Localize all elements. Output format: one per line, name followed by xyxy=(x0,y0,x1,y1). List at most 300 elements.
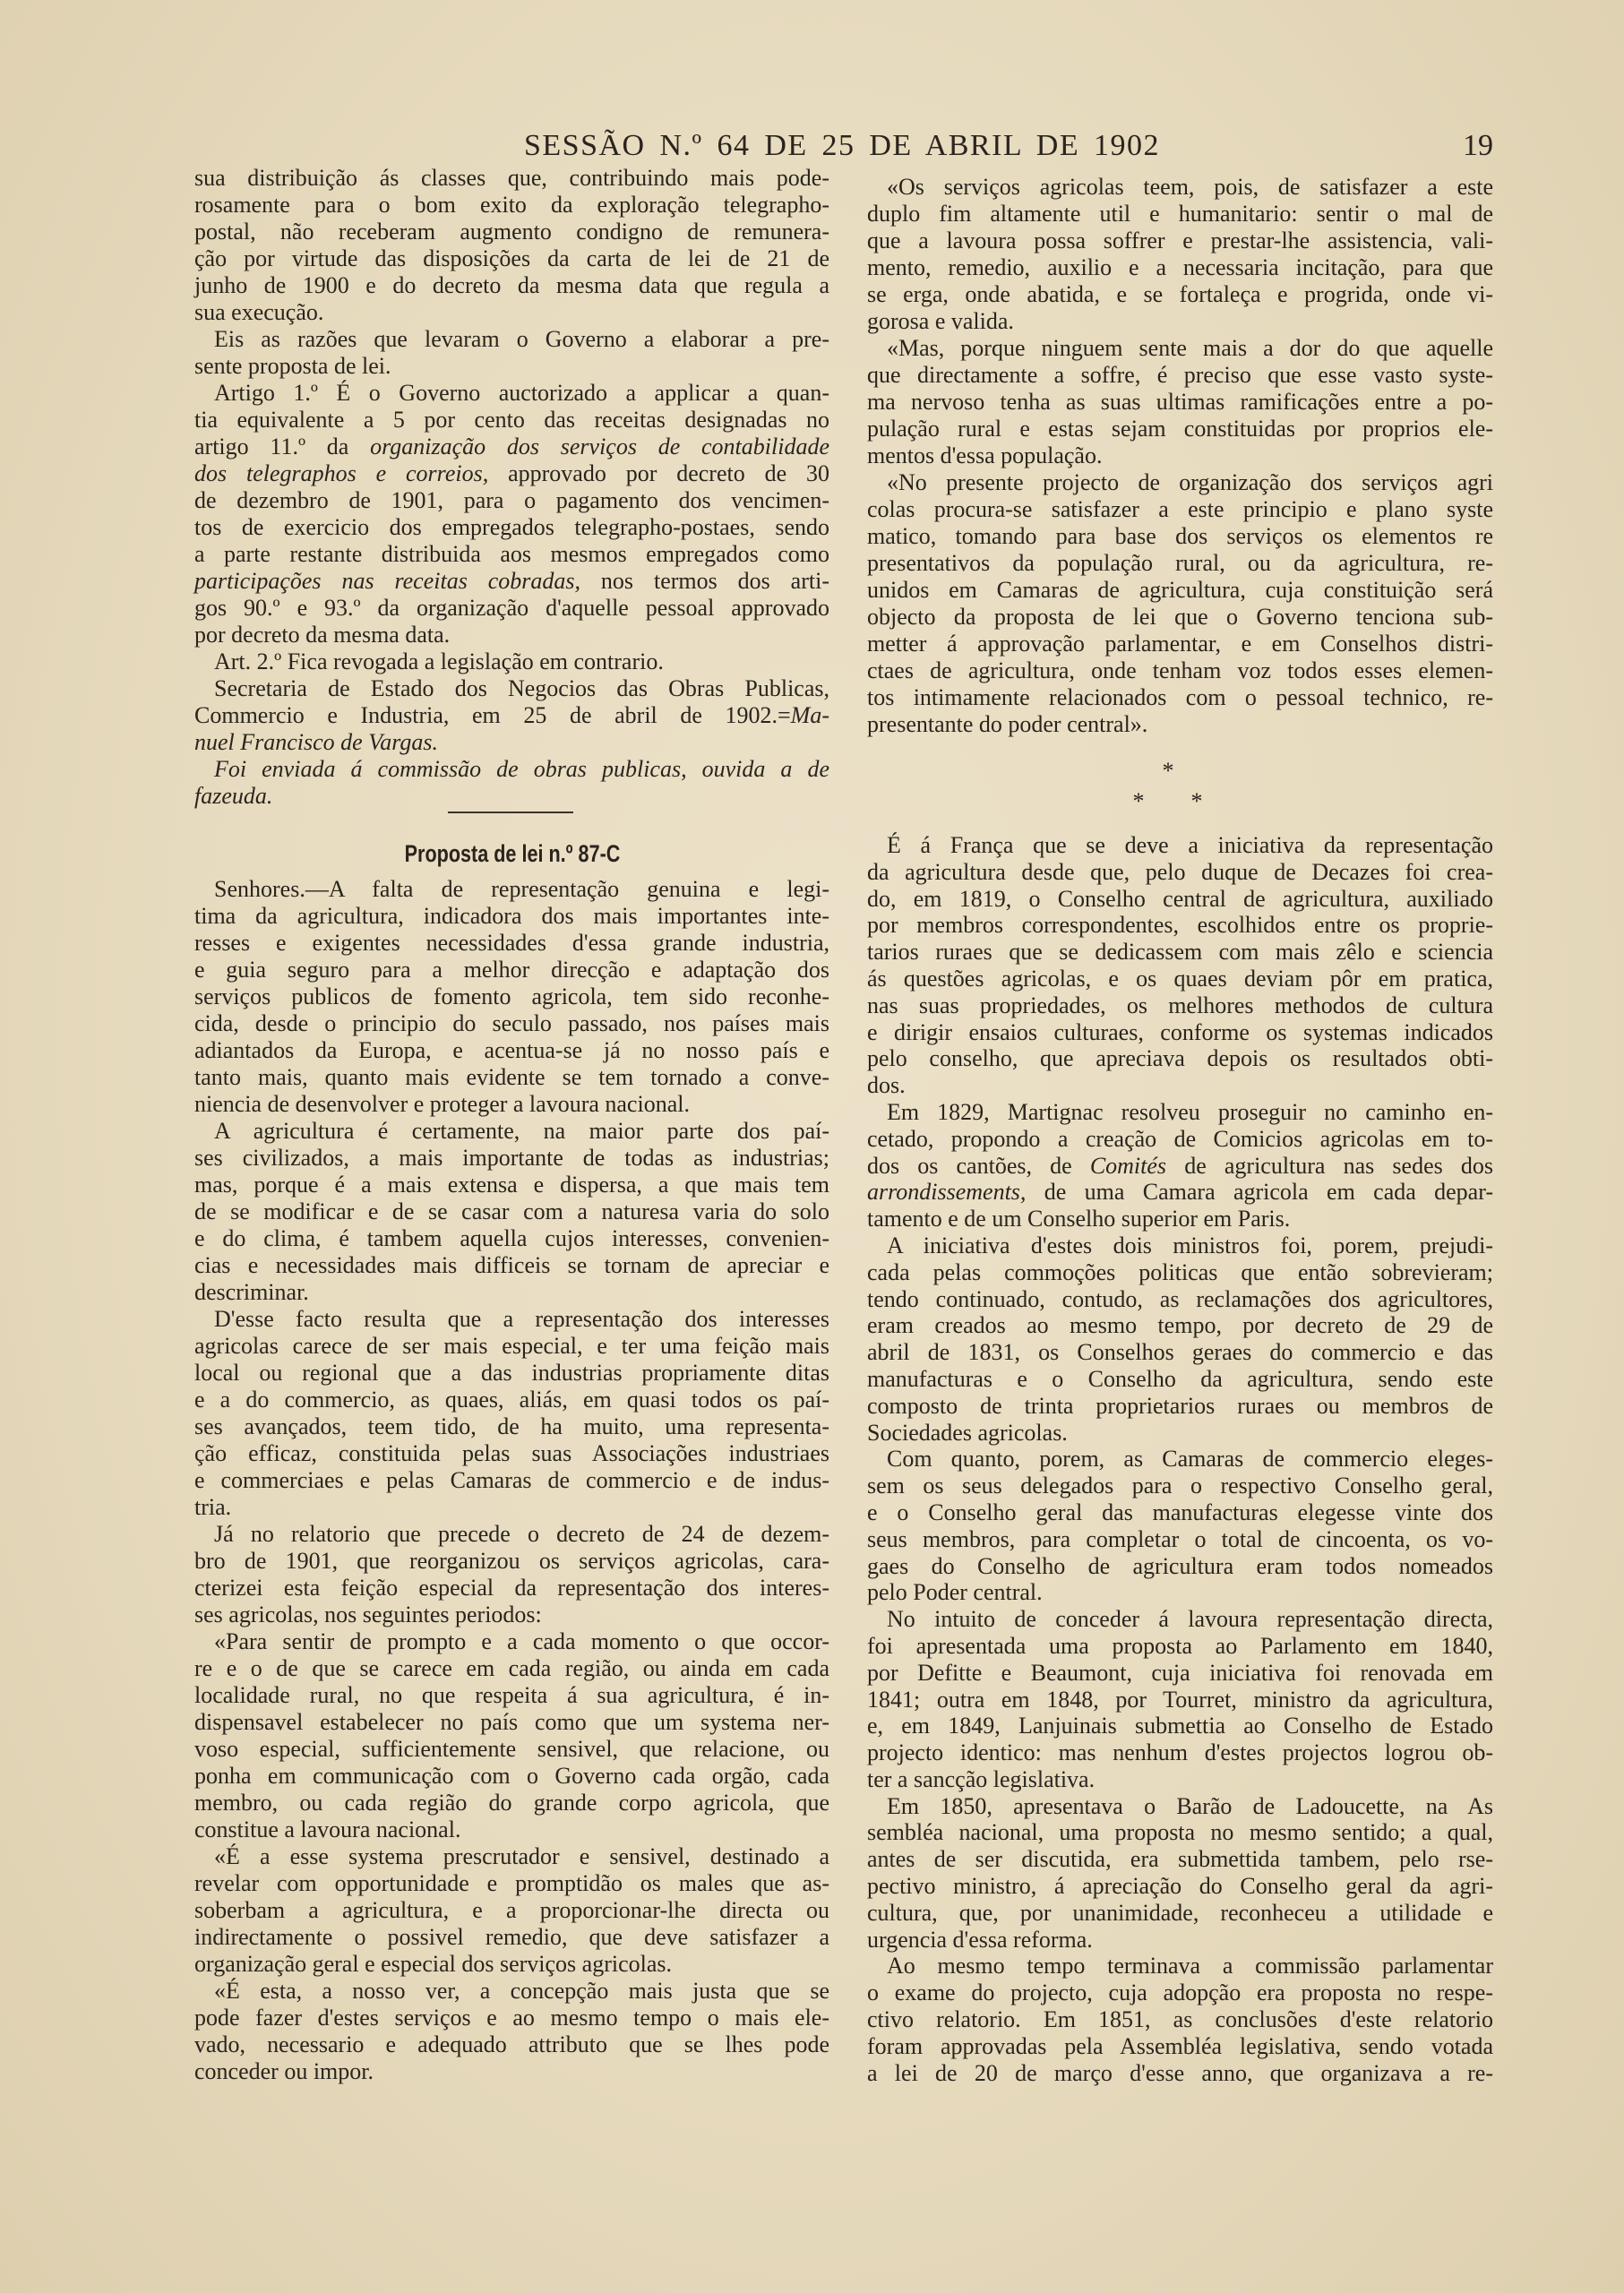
text: ção por virtude das disposições da carta de lei de 21 de xyxy=(194,245,829,271)
paragraph xyxy=(194,1843,829,1978)
paragraph xyxy=(194,326,829,380)
text-line xyxy=(194,487,829,514)
text: postal, não receberam augmento condigno de remunera- xyxy=(194,219,829,245)
text: tendo continuado, contudo, as reclamações dos agricultores, xyxy=(867,1285,1493,1312)
text: tarios ruraes que se dedicassem com mais zêlo e sciencia xyxy=(867,939,1493,966)
text-line xyxy=(194,460,829,487)
paragraph xyxy=(194,756,829,810)
paragraph xyxy=(194,1306,829,1521)
paragraph xyxy=(867,1953,1493,2086)
left-column-bottom-text xyxy=(194,876,829,2085)
text-line xyxy=(867,550,1493,577)
text-line xyxy=(194,957,829,983)
text: Com quanto, porem, as Camaras de commercio eleges- xyxy=(887,1446,1493,1473)
text-line xyxy=(194,1010,829,1037)
text-line xyxy=(867,886,1493,913)
paragraph xyxy=(194,675,829,756)
text: do, em 1819, o Conselho central de agricultura, auxiliado xyxy=(867,885,1493,912)
text: resses e exigentes necessidades d'essa grande industria, xyxy=(194,930,829,956)
text: gorosa e valida. xyxy=(867,308,1014,334)
text-line xyxy=(194,1951,829,1978)
asterisk: * xyxy=(1132,788,1145,814)
text-line xyxy=(194,1602,829,1628)
paragraph xyxy=(194,648,829,675)
text-line xyxy=(194,783,829,810)
text: Ao mesmo tempo terminava a commissão parlamentar xyxy=(887,1953,1493,1980)
text-line xyxy=(867,523,1493,550)
text: por decreto da mesma data. xyxy=(194,622,451,648)
text-line xyxy=(867,631,1493,657)
text: a parte restante distribuida aos mesmos empregados como xyxy=(194,541,829,567)
text-line xyxy=(194,1709,829,1736)
text-line xyxy=(194,1736,829,1763)
text: que directamente a soffre, é preciso que esse vasto syste- xyxy=(867,362,1493,388)
text-line xyxy=(194,1897,829,1924)
text: ctaes de agricultura, onde tenham voz todos esses elemen- xyxy=(867,657,1493,683)
text-line xyxy=(194,675,829,702)
text: «É a esse systema prescrutador e sensivel, destinado a xyxy=(214,1843,829,1869)
paragraph xyxy=(867,832,1493,1099)
text-line xyxy=(867,966,1493,992)
paragraph xyxy=(194,1521,829,1628)
text-line xyxy=(867,1793,1493,1820)
text: por membros correspondentes, escolhidos entre os proprie- xyxy=(867,912,1493,939)
text: nos termos dos arti- xyxy=(580,568,829,594)
text-line xyxy=(867,1259,1493,1286)
text-line xyxy=(194,876,829,903)
text-line xyxy=(194,2031,829,2058)
text-line xyxy=(194,1843,829,1870)
text: tos de exercicio dos empregados telegrapho-postaes, sendo xyxy=(194,514,829,540)
text-line xyxy=(867,1980,1493,2006)
text-line xyxy=(867,1072,1493,1099)
text: de agricultura nas sedes dos xyxy=(1166,1152,1493,1179)
text-line xyxy=(194,1252,829,1279)
text: re e o de que se carece em cada região, ou ainda em cada xyxy=(194,1655,829,1681)
text: nas suas propriedades, os melhores methodos de cultura xyxy=(867,992,1493,1018)
text: approvado por decreto de 30 xyxy=(488,460,829,486)
text: soberbam a agricultura, e a proporcionar-lhe directa ou xyxy=(194,1897,829,1923)
text: ses avançados, teem tido, de ha muito, uma representa- xyxy=(194,1413,829,1439)
text: adiantados da Europa, e acentua-se já no nosso país e xyxy=(194,1037,829,1063)
text: cterizei esta feição especial da representação dos interes- xyxy=(194,1575,829,1601)
text: tos intimamente relacionados com o pessoal technico, re- xyxy=(867,684,1493,710)
text: sembléa nacional, uma proposta no mesmo sentido; a qual, xyxy=(867,1819,1493,1846)
text-line xyxy=(867,577,1493,604)
section-divider-rule xyxy=(448,812,573,813)
text-line xyxy=(194,1037,829,1064)
text-line xyxy=(867,832,1493,859)
text: e commerciaes e pelas Camaras de commercio e de indus- xyxy=(194,1467,829,1493)
text-line xyxy=(194,192,829,219)
italic-text: organização dos serviços de contabilidade xyxy=(370,434,829,459)
text-line xyxy=(194,1387,829,1413)
text: e a do commercio, as quaes, aliás, em quasi todos os paí- xyxy=(194,1387,829,1413)
text-line xyxy=(194,1575,829,1602)
text-line xyxy=(867,2006,1493,2033)
text: Em 1850, apresentava o Barão de Ladoucette, na As xyxy=(887,1792,1493,1819)
text-line xyxy=(867,1660,1493,1687)
text: abril de 1831, os Conselhos geraes do commercio e das xyxy=(867,1339,1493,1366)
text-line xyxy=(194,272,829,299)
italic-text: dos telegraphos e correios, xyxy=(194,460,489,486)
text: junho de 1900 e do decreto da mesma data que regula a xyxy=(194,272,829,298)
text: Senhores.—A falta de representação genuina e legi- xyxy=(214,876,829,902)
text-line xyxy=(867,1739,1493,1766)
text: objecto da proposta de lei que o Governo tenciona sub- xyxy=(867,604,1493,630)
text: Commercio e Industria, em 25 de abril de 1902.= xyxy=(194,702,791,728)
text: sente proposta de lei. xyxy=(194,353,391,379)
text-line xyxy=(867,2033,1493,2060)
text-line xyxy=(867,1286,1493,1313)
text: se erga, onde abatida, e se fortaleça e progrida, onde vi- xyxy=(867,281,1493,307)
text: tia equivalente a 5 por cento das receitas designadas no xyxy=(194,407,829,433)
text-line xyxy=(194,1413,829,1440)
text-line xyxy=(194,165,829,192)
text-line xyxy=(867,1553,1493,1580)
text: Artigo 1.º É o Governo auctorizado a applicar a quan- xyxy=(214,380,829,406)
paragraph xyxy=(867,174,1493,335)
text: dos os cantões, de xyxy=(867,1152,1090,1179)
text: constitue a lavoura nacional. xyxy=(194,1816,461,1842)
text-line xyxy=(194,903,829,930)
text-line xyxy=(194,729,829,756)
paragraph xyxy=(867,469,1493,738)
text-line xyxy=(194,595,829,622)
text: niencia de desenvolver e proteger a lavoura nacional. xyxy=(194,1091,690,1117)
text-line xyxy=(194,756,829,783)
text: e, em 1849, Lanjuinais submettia ao Conselho de Estado xyxy=(867,1713,1493,1739)
text-line xyxy=(867,1579,1493,1606)
text-line xyxy=(194,1198,829,1225)
text-line xyxy=(194,1360,829,1387)
text: ctivo relatorio. Em 1851, as conclusões d'este relatorio xyxy=(867,2006,1493,2033)
paragraph xyxy=(867,1793,1493,1954)
text: ás questões agricolas, e os quaes deviam pôr em pratica, xyxy=(867,965,1493,992)
text: «No presente projecto de organização dos serviços agri xyxy=(887,469,1493,495)
text: cada pelas commoções politicas que então sobrevieram; xyxy=(867,1258,1493,1285)
text-line xyxy=(194,219,829,245)
text-line xyxy=(867,1766,1493,1793)
text: mentos d'essa população. xyxy=(867,442,1103,468)
text-line xyxy=(194,1225,829,1252)
text-line xyxy=(867,228,1493,254)
text-line xyxy=(194,702,829,729)
text: e guia seguro para a melhor direcção e adaptação dos xyxy=(194,957,829,983)
text: foi apresentada uma proposta ao Parlamento em 1840, xyxy=(867,1632,1493,1659)
text-line xyxy=(867,1045,1493,1072)
text: manufacturas e o Conselho da agricultura, sendo este xyxy=(867,1365,1493,1392)
text-line xyxy=(867,1713,1493,1739)
paragraph xyxy=(194,876,829,1118)
text-line xyxy=(194,1655,829,1682)
text-line xyxy=(194,514,829,541)
text: ponha em communicação com o Governo cada orgão, cada xyxy=(194,1763,829,1789)
text-line xyxy=(867,308,1493,335)
text: No intuito de conceder á lavoura representação directa, xyxy=(887,1606,1493,1633)
text: ção efficaz, constituida pelas suas Associações industriaes xyxy=(194,1440,829,1466)
asterisk: * xyxy=(1162,758,1174,784)
text: mento, remedio, auxilio e a necessaria incitação, para que xyxy=(867,254,1493,280)
text: «É esta, a nosso ver, a concepção mais justa que se xyxy=(214,1978,829,2004)
text-line xyxy=(867,1927,1493,1954)
text-line xyxy=(867,389,1493,416)
text: a lei de 20 de março d'esse anno, que organizava a re- xyxy=(867,2059,1493,2086)
text: projecto identico: mas nenhum d'estes projectos logrou ob- xyxy=(867,1739,1493,1766)
text-line xyxy=(867,1873,1493,1900)
text-line xyxy=(194,1763,829,1790)
text-line xyxy=(867,1232,1493,1259)
text: ses civilizados, a mais importante de todas as industrias; xyxy=(194,1145,829,1171)
text-line xyxy=(867,1953,1493,1980)
text-line xyxy=(194,326,829,353)
section-heading: Proposta de lei n.º 87-C xyxy=(404,840,621,867)
text-line xyxy=(194,622,829,648)
text-line xyxy=(867,174,1493,201)
text: descriminar. xyxy=(194,1279,309,1305)
text: artigo 11.º da xyxy=(194,434,371,459)
text-line xyxy=(867,1179,1493,1206)
text: gaes do Conselho de agricultura eram todos nomeados xyxy=(867,1552,1493,1579)
text-line xyxy=(867,1473,1493,1499)
text: de uma Camara agricola em cada depar- xyxy=(1026,1179,1493,1206)
text-line xyxy=(194,1333,829,1360)
text: A agricultura é certamente, na maior parte dos paí- xyxy=(214,1118,829,1144)
text: pectivo ministro, á apreciação do Conselho geral da agri- xyxy=(867,1873,1493,1900)
text-line xyxy=(194,1978,829,2005)
text-line xyxy=(867,604,1493,631)
text-line xyxy=(194,1816,829,1843)
text-line xyxy=(194,1924,829,1951)
text: A iniciativa d'estes dois ministros foi, porem, prejudi- xyxy=(887,1232,1493,1258)
text-line xyxy=(867,859,1493,886)
text-line xyxy=(867,1126,1493,1153)
text: Secretaria de Estado dos Negocios das Obras Publicas, xyxy=(214,675,829,701)
text: seus membros, para completar o total de cincoenta, os vo- xyxy=(867,1525,1493,1552)
left-column-top-text xyxy=(194,165,829,810)
right-column-top-text xyxy=(867,174,1493,738)
text-line xyxy=(194,1790,829,1816)
text-line xyxy=(867,1312,1493,1339)
text: rosamente para o bom exito da exploração telegrapho- xyxy=(194,192,829,218)
text: localidade rural, no que respeita á sua agricultura, é in- xyxy=(194,1682,829,1708)
italic-text: Foi enviada á commissão de obras publicas, ouvida a de xyxy=(214,756,829,782)
text-line xyxy=(194,983,829,1010)
text-line xyxy=(194,930,829,957)
text: dispensavel estabelecer no país como que um systema ner- xyxy=(194,1709,829,1735)
text: «Os serviços agricolas teem, pois, de satisfazer a este xyxy=(887,174,1493,200)
text: unidos em Camaras de agricultura, cuja constituição será xyxy=(867,577,1493,603)
text-line xyxy=(194,245,829,272)
text-line xyxy=(867,335,1493,362)
right-column-bottom-text xyxy=(867,832,1493,2086)
text: matico, tomando para base dos serviços os elementos re xyxy=(867,523,1493,549)
text-line xyxy=(194,434,829,460)
text-line xyxy=(867,1499,1493,1526)
text: pode fazer d'estes serviços e ao mesmo tempo o mais ele- xyxy=(194,2005,829,2031)
text: o exame do projecto, cuja adopção era proposta no respe- xyxy=(867,1980,1493,2006)
italic-text: nuel Francisco de Vargas. xyxy=(194,729,438,755)
text-line xyxy=(867,1393,1493,1420)
text: voso especial, sufficientemente sensivel, que relacione, ou xyxy=(194,1736,829,1762)
text: sua distribuição ás classes que, contribuindo mais pode- xyxy=(194,165,829,191)
text-line xyxy=(867,657,1493,684)
text-line xyxy=(194,1548,829,1575)
text-line xyxy=(867,281,1493,308)
text-line xyxy=(194,353,829,380)
italic-text: Comités xyxy=(1089,1152,1167,1179)
text: duplo fim altamente util e humanitario: sentir o mal de xyxy=(867,201,1493,227)
paragraph xyxy=(867,1606,1493,1793)
text-line xyxy=(867,1420,1493,1447)
text: pelo Poder central. xyxy=(867,1579,1043,1606)
text-line xyxy=(194,1091,829,1118)
text-line xyxy=(194,648,829,675)
text-line xyxy=(194,1628,829,1655)
text: membro, ou cada região do grande corpo agricola, que xyxy=(194,1790,829,1816)
text: conceder ou impor. xyxy=(194,2058,374,2084)
text-line xyxy=(867,1099,1493,1126)
text-line xyxy=(194,1172,829,1198)
text: indirectamente o possivel remedio, que deve satisfazer a xyxy=(194,1924,829,1950)
text: mas, porque é a mais extensa e dispersa, a que mais tem xyxy=(194,1172,829,1198)
text-line xyxy=(194,1494,829,1521)
text-line xyxy=(867,1819,1493,1846)
text-line xyxy=(867,201,1493,228)
text: composto de trinta proprietarios ruraes ou membros de xyxy=(867,1392,1493,1419)
text-line xyxy=(867,1526,1493,1553)
paragraph xyxy=(867,1446,1493,1606)
text: local ou regional que a das industrias propriamente ditas xyxy=(194,1360,829,1386)
text: tamento e de um Conselho superior em Paris. xyxy=(867,1206,1291,1232)
text: «Mas, porque ninguem sente mais a dor do que aquelle xyxy=(887,335,1493,361)
text-line xyxy=(867,362,1493,389)
text: sua execução. xyxy=(194,299,324,325)
text: ses agricolas, nos seguintes periodos: xyxy=(194,1602,542,1627)
text-line xyxy=(194,1682,829,1709)
text-line xyxy=(867,1366,1493,1393)
text: sem os seus delegados para o respectivo Conselho geral, xyxy=(867,1473,1493,1499)
text-line xyxy=(194,2058,829,2085)
text: D'esse facto resulta que a representação dos interesses xyxy=(214,1306,829,1332)
text: tria. xyxy=(194,1494,232,1520)
text: por Defitte e Beaumont, cuja iniciativa foi renovada em xyxy=(867,1659,1493,1686)
text-line xyxy=(194,407,829,434)
text: vado, necessario e adequado attributo que se lhes pode xyxy=(194,2031,829,2057)
page-number: 19 xyxy=(1463,129,1493,162)
paragraph xyxy=(194,1978,829,2085)
text: metter á approvação parlamentar, e em Conselhos distri- xyxy=(867,631,1493,657)
text-line xyxy=(194,541,829,568)
text: É á França que se deve a iniciativa da representação xyxy=(887,832,1493,858)
text: Art. 2.º Fica revogada a legislação em contrario. xyxy=(214,648,664,674)
text: antes de ser discutida, era submettida tambem, pelo rse- xyxy=(867,1846,1493,1873)
text: pelo conselho, que apreciava depois os resultados obti- xyxy=(867,1045,1493,1072)
text: presentativos da população rural, ou da agricultura, re- xyxy=(867,550,1493,576)
text: de dezembro de 1901, para o pagamento dos vencimen- xyxy=(194,487,829,513)
paragraph xyxy=(194,1628,829,1843)
italic-text: arrondissements, xyxy=(867,1179,1027,1206)
text-line xyxy=(867,442,1493,469)
text-line xyxy=(867,254,1493,281)
text-line xyxy=(867,1900,1493,1927)
text-line xyxy=(867,1446,1493,1473)
text-line xyxy=(867,1846,1493,1873)
text: ma nervoso tenha as suas ultimas ramificações entre a po- xyxy=(867,389,1493,415)
text-line xyxy=(867,469,1493,496)
text: tanto mais, quanto mais evidente se tem tornado a conve- xyxy=(194,1064,829,1090)
text-line xyxy=(194,299,829,326)
text: Já no relatorio que precede o decreto de 24 de dezem- xyxy=(214,1521,829,1547)
text: e o Conselho geral das manufacturas elegesse vinte dos xyxy=(867,1499,1493,1525)
text-line xyxy=(867,711,1493,738)
text-line xyxy=(194,1467,829,1494)
paragraph xyxy=(194,165,829,326)
text-line xyxy=(867,1206,1493,1232)
text-line xyxy=(867,1606,1493,1633)
text: gos 90.º e 93.º da organização d'aquelle pessoal approvado xyxy=(194,595,829,621)
text: da agricultura desde que, pelo duque de Decazes foi crea- xyxy=(867,858,1493,885)
text: cias e necessidades mais difficeis se tornam de apreciar e xyxy=(194,1252,829,1278)
text-line xyxy=(867,1633,1493,1660)
text: que a lavoura possa soffrer e prestar-lhe assistencia, vali- xyxy=(867,228,1493,253)
text: organização geral e especial dos serviços agricolas. xyxy=(194,1951,672,1977)
text: de se modificar e de se casar com a naturesa varia do solo xyxy=(194,1198,829,1224)
text: cida, desde o principio do seculo passado, nos países mais xyxy=(194,1010,829,1036)
text-line xyxy=(867,992,1493,1019)
text-line xyxy=(194,568,829,595)
text-line xyxy=(867,496,1493,523)
text: cultura, que, por unanimidade, reconheceu a utilidade e xyxy=(867,1899,1493,1926)
text: presentante do poder central». xyxy=(867,711,1148,737)
text-line xyxy=(194,2005,829,2031)
text-line xyxy=(194,1118,829,1145)
paragraph xyxy=(194,380,829,648)
text: tima da agricultura, indicadora dos mais importantes inte- xyxy=(194,903,829,929)
italic-text: participações nas receitas cobradas, xyxy=(194,568,581,594)
text-line xyxy=(194,380,829,407)
text: urgencia d'essa reforma. xyxy=(867,1926,1093,1953)
text: e do clima, é tambem aquella cujos interesses, convenien- xyxy=(194,1225,829,1251)
text-line xyxy=(867,912,1493,939)
italic-text: Ma- xyxy=(790,702,829,728)
text: foram approvadas pela Assembléa legislativa, sendo votada xyxy=(867,2032,1493,2059)
text-line xyxy=(194,1306,829,1333)
text-line xyxy=(194,1521,829,1548)
text: serviços publicos de fomento agricola, tem sido reconhe- xyxy=(194,983,829,1009)
text: Eis as razões que levaram o Governo a elaborar a pre- xyxy=(214,326,829,352)
text: ter a sancção legislativa. xyxy=(867,1765,1096,1792)
session-title: SESSÃO N.º 64 DE 25 DE ABRIL DE 1902 xyxy=(524,129,1160,162)
asterisk: * xyxy=(1190,788,1203,814)
text: Em 1829, Martignac resolveu proseguir no caminho en- xyxy=(887,1098,1493,1125)
text: 1841; outra em 1848, por Tourret, ministro da agricultura, xyxy=(867,1686,1493,1713)
paragraph xyxy=(194,1118,829,1306)
text: agricolas carece de ser mais especial, e ter uma feição mais xyxy=(194,1333,829,1359)
italic-text: fazeuda. xyxy=(194,783,273,809)
text: cetado, propondo a creação de Comicios agricolas em to- xyxy=(867,1125,1493,1152)
text: e dirigir ensaios culturaes, conforme os systemas indicados xyxy=(867,1018,1493,1045)
text-line xyxy=(867,1019,1493,1046)
text-line xyxy=(867,416,1493,442)
text: pulação rural e estas sejam constituidas por proprios ele- xyxy=(867,416,1493,442)
text: dos. xyxy=(867,1072,906,1099)
text-line xyxy=(867,939,1493,966)
text: revelar com opportunidade e promptidão os males que as- xyxy=(194,1870,829,1896)
text-line xyxy=(194,1440,829,1467)
text-line xyxy=(867,684,1493,711)
paragraph xyxy=(867,1232,1493,1446)
